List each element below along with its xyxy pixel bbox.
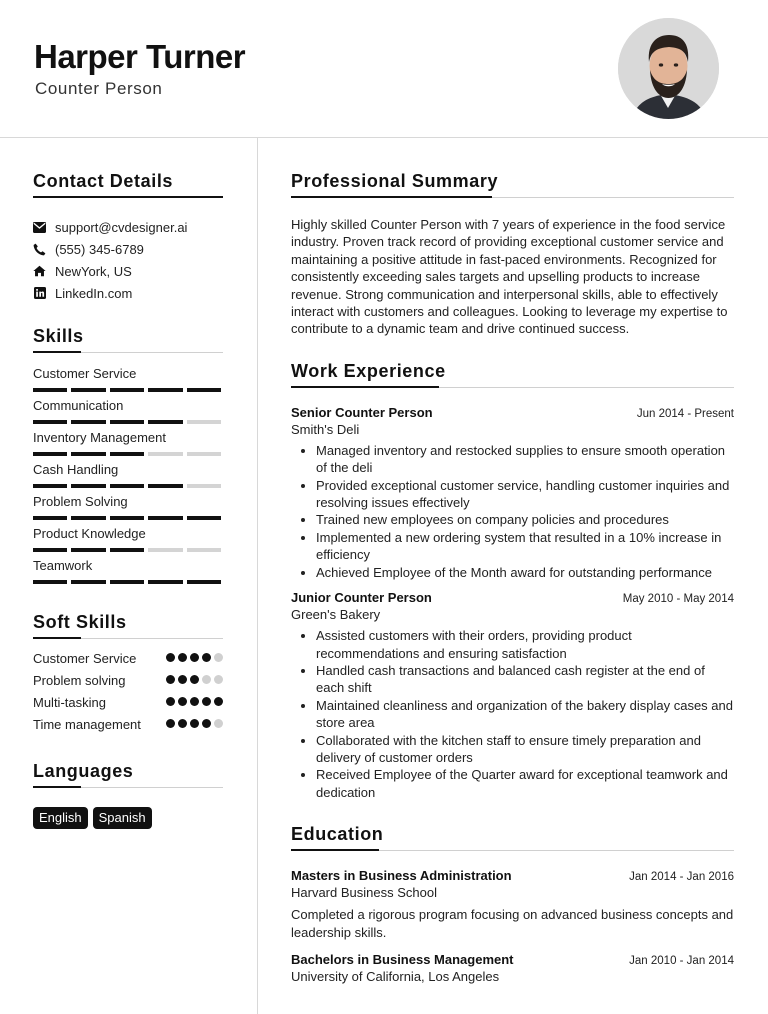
envelope-icon <box>33 221 46 234</box>
skill-name: Customer Service <box>33 366 137 381</box>
contact-section-title: Contact Details <box>33 171 223 198</box>
contact-location: NewYork, US <box>55 263 132 279</box>
skill-level-bar <box>33 580 223 584</box>
job-bullet: • Maintained cleanliness and organization of the bakery display cases and store area <box>316 697 734 732</box>
skill-item <box>33 558 223 590</box>
job-bullets <box>291 442 734 581</box>
skill-level-segment <box>71 580 105 584</box>
work-experience-list <box>291 405 734 801</box>
job-bullet: • Assisted customers with their orders, providing product recommendations and ensuring satisfaction <box>316 627 734 662</box>
skill-item <box>33 398 223 430</box>
skill-level-segment <box>148 516 182 520</box>
skill-level-bar <box>33 452 223 456</box>
rating-dot <box>202 653 211 662</box>
skill-level-segment <box>33 516 67 520</box>
rating-dot <box>190 697 199 706</box>
soft-skill-item <box>33 672 223 689</box>
soft-skill-item <box>33 650 223 667</box>
soft-skill-name: Customer Service <box>33 651 137 666</box>
soft-skill-rating <box>166 716 223 733</box>
skill-level-segment <box>33 548 67 552</box>
rating-dot <box>214 675 223 684</box>
soft-skill-rating <box>166 694 223 711</box>
contact-list <box>33 216 223 304</box>
summary-section-title: Professional Summary <box>291 171 734 198</box>
education-school: Harvard Business School <box>291 885 437 901</box>
skill-name: Problem Solving <box>33 494 128 509</box>
skill-name: Teamwork <box>33 558 93 573</box>
contact-email-row[interactable] <box>33 216 223 238</box>
language-tag: English <box>33 807 88 829</box>
skill-item <box>33 366 223 398</box>
education-date: Jan 2010 - Jan 2014 <box>629 954 734 967</box>
languages-section-title: Languages <box>33 761 223 788</box>
contact-phone[interactable]: (555) 345-6789 <box>55 241 144 257</box>
rating-dot <box>166 719 175 728</box>
rating-dot <box>190 675 199 684</box>
skill-level-segment <box>187 516 221 520</box>
job-bullet: • Provided exceptional customer service, handling customer inquiries and resolving issues effectively <box>316 477 734 512</box>
linkedin-icon <box>33 287 46 300</box>
skill-level-bar <box>33 548 223 552</box>
soft-skill-rating <box>166 650 223 667</box>
skill-level-segment <box>110 484 144 488</box>
skill-level-segment <box>110 548 144 552</box>
soft-skill-name: Multi-tasking <box>33 695 106 710</box>
rating-dot <box>166 675 175 684</box>
home-icon <box>33 265 46 278</box>
summary-text: Highly skilled Counter Person with 7 years of experience in the food service industry. Proven track record of providing exceptional customer service and maintaining a positive attitude in fast-paced environments. Recognized for consistently exceeding sales targets and upselling products to increase revenue. Strong communication and interpersonal skills, able to effectively interact with customers and colleagues. Looking to leverage my expertise to contribute to a dynamic team and drive continued success. <box>291 217 728 337</box>
skill-level-segment <box>187 580 221 584</box>
job-title: Senior Counter Person <box>291 404 433 420</box>
skill-name: Cash Handling <box>33 462 119 477</box>
rating-dot <box>214 697 223 706</box>
education-school: University of California, Los Angeles <box>291 968 500 984</box>
rating-dot <box>178 675 187 684</box>
job-date: Jun 2014 - Present <box>636 407 734 420</box>
job-title: Junior Counter Person <box>291 590 432 606</box>
skill-name: Communication <box>33 398 124 413</box>
job-bullet: • Received Employee of the Quarter award for exceptional teamwork and dedication <box>316 766 734 801</box>
skill-level-segment <box>187 452 221 456</box>
job-bullet: • Implemented a new ordering system that resulted in a 10% increase in efficiency <box>316 529 734 564</box>
job-entry <box>291 590 734 801</box>
rating-dot <box>214 719 223 728</box>
rating-dot <box>190 653 199 662</box>
skill-level-segment <box>148 452 182 456</box>
skill-level-segment <box>71 452 105 456</box>
skill-level-segment <box>71 548 105 552</box>
skill-level-segment <box>71 484 105 488</box>
skill-level-segment <box>187 388 221 392</box>
job-bullet: • Collaborated with the kitchen staff to ensure timely preparation and delivery of customer orders <box>316 732 734 767</box>
skill-level-segment <box>110 388 144 392</box>
skill-level-segment <box>33 452 67 456</box>
skill-name: Inventory Management <box>33 430 166 445</box>
skill-level-segment <box>110 580 144 584</box>
education-degree: Bachelors in Business Management <box>291 951 514 967</box>
right-column <box>291 138 734 984</box>
job-entry <box>291 405 734 581</box>
skill-level-segment <box>71 516 105 520</box>
education-header <box>291 868 734 883</box>
rating-dot <box>166 653 175 662</box>
languages-list <box>33 807 223 829</box>
rating-dot <box>190 719 199 728</box>
rating-dot <box>202 697 211 706</box>
skill-item <box>33 462 223 494</box>
soft-skill-item <box>33 716 223 733</box>
soft-skill-name: Problem solving <box>33 673 126 688</box>
skill-level-segment <box>187 484 221 488</box>
job-bullet: • Managed inventory and restocked supplies to ensure smooth operation of the deli <box>316 442 734 477</box>
rating-dot <box>202 719 211 728</box>
skill-level-segment <box>110 452 144 456</box>
education-description: Completed a rigorous program focusing on advanced business concepts and leadership skills. <box>291 907 734 940</box>
job-date: May 2010 - May 2014 <box>622 593 734 606</box>
skill-level-segment <box>110 420 144 424</box>
education-date: Jan 2014 - Jan 2016 <box>629 871 734 884</box>
education-section-title: Education <box>291 824 734 851</box>
job-company: Green's Bakery <box>291 607 381 623</box>
skill-level-segment <box>33 580 67 584</box>
job-bullet: • Handled cash transactions and balanced cash register at the end of each shift <box>316 662 734 697</box>
soft-skills-list <box>33 650 223 733</box>
skill-level-bar <box>33 516 223 520</box>
phone-icon <box>33 243 46 256</box>
skill-item <box>33 494 223 526</box>
rating-dot <box>178 697 187 706</box>
skill-level-bar <box>33 484 223 488</box>
rating-dot <box>202 675 211 684</box>
contact-linkedin[interactable]: LinkedIn.com <box>55 285 133 301</box>
contact-phone-row[interactable] <box>33 238 223 260</box>
education-entry <box>291 868 734 941</box>
skill-level-segment <box>148 580 182 584</box>
soft-skill-rating <box>166 672 223 689</box>
soft-skill-name: Time management <box>33 717 141 732</box>
job-bullet: • Trained new employees on company policies and procedures <box>316 511 734 528</box>
rating-dot <box>214 653 223 662</box>
skill-name: Product Knowledge <box>33 526 146 541</box>
job-bullet: • Achieved Employee of the Month award for outstanding performance <box>316 564 734 581</box>
job-header <box>291 590 734 605</box>
skill-level-segment <box>187 420 221 424</box>
resume-header <box>0 0 768 138</box>
skill-level-segment <box>33 388 67 392</box>
education-list <box>291 868 734 984</box>
skill-level-segment <box>148 388 182 392</box>
skill-item <box>33 430 223 462</box>
skill-level-segment <box>71 420 105 424</box>
skill-level-segment <box>71 388 105 392</box>
education-header <box>291 952 734 967</box>
education-degree: Masters in Business Administration <box>291 868 512 884</box>
profile-photo-illustration <box>618 18 719 119</box>
skill-level-segment <box>148 548 182 552</box>
skill-level-segment <box>110 516 144 520</box>
job-bullets <box>291 627 734 801</box>
rating-dot <box>178 719 187 728</box>
skill-level-segment <box>187 548 221 552</box>
column-divider <box>257 138 258 1014</box>
skill-level-bar <box>33 388 223 392</box>
skill-level-segment <box>33 484 67 488</box>
soft-skills-section-title: Soft Skills <box>33 612 223 639</box>
profile-photo <box>618 18 719 119</box>
work-section-title: Work Experience <box>291 361 734 388</box>
contact-email[interactable]: support@cvdesigner.ai <box>55 219 188 235</box>
job-header <box>291 405 734 420</box>
skill-item <box>33 526 223 558</box>
rating-dot <box>166 697 175 706</box>
contact-location-row <box>33 260 223 282</box>
skill-level-segment <box>148 420 182 424</box>
skill-level-bar <box>33 420 223 424</box>
soft-skill-item <box>33 694 223 711</box>
contact-linkedin-row[interactable] <box>33 282 223 304</box>
education-entry <box>291 952 734 984</box>
left-column <box>33 138 223 829</box>
job-company: Smith's Deli <box>291 421 360 437</box>
language-tag: Spanish <box>93 807 152 829</box>
skill-level-segment <box>33 420 67 424</box>
rating-dot <box>178 653 187 662</box>
candidate-role: Counter Person <box>35 79 163 98</box>
skills-section-title: Skills <box>33 326 223 353</box>
skills-list <box>33 366 223 590</box>
candidate-name: Harper Turner <box>34 38 246 75</box>
skill-level-segment <box>148 484 182 488</box>
